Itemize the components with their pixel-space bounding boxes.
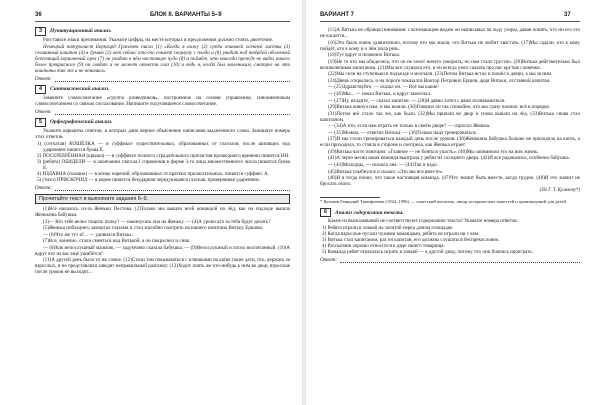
- option-list: [35, 141, 290, 183]
- paragraph: — (34)А что, если нам играть не только в своём дворе? — спросил Женька.: [328, 123, 491, 130]
- header-rule: [35, 21, 290, 22]
- passage-text: [320, 27, 580, 187]
- paragraph: — (25)Здравствуйте, — сказал он. — Вот вы какие!: [328, 84, 439, 91]
- task-title: Анализ содержания текста.: [335, 209, 404, 216]
- list-item: 3) Витька стал капитаном, раз он капитан, его должны слушаться беспрекословно.: [322, 236, 500, 243]
- list-item: 1) Ребята играли в хоккей на залитой перед домом площадке.: [322, 224, 454, 231]
- task-title: Орфографический анализ.: [50, 119, 113, 126]
- left-content: [35, 27, 290, 276]
- answer-field[interactable]: [35, 185, 290, 191]
- running-title: БЛОК II. ВАРИАНТЫ 5–9: [150, 12, 222, 18]
- task-instruction: Какие из высказываний не соответствуют содержанию текста? Укажите номера ответов.: [328, 218, 518, 225]
- answer-label: Ответ:: [35, 108, 52, 115]
- answer-label: Ответ:: [320, 257, 337, 263]
- paragraph: (5)Женька побледнел, заморгал глазами и стал жалобно смотреть на нашего капитана Витьку Ершова.: [43, 225, 264, 232]
- task-3: [35, 27, 290, 82]
- footnote-rule: [320, 197, 380, 198]
- task-6: [320, 208, 580, 263]
- paragraph: (37)И мы стали тренироваться каждый день после уроков. (38)Женькина бабушка больше не приходила на каток, а если приходила, то стояла в стороне и смотрела, как Женька играет.: [320, 136, 580, 149]
- paragraph: (22)Мы сели на ступеньки в подъезде и молчали. (23)Потом Витька встал и пошёл к двери, а мы за ним.: [328, 71, 553, 78]
- paragraph: (16)Это было очень удивительно, потому что мы знали, что Витька не любит хвастать. (17)Мы гадали, кто к кому пойдёт, кто к кому и о чём пила речь.: [320, 39, 580, 52]
- left-page: [0, 0, 302, 405]
- paragraph: (24)Дверь открылась, и на пороге показался Виктор Петрович Ершов, дядя Витьки, отставной капитан.: [328, 77, 551, 84]
- task-number-badge: 6: [320, 208, 331, 217]
- answer-field[interactable]: [320, 257, 580, 263]
- passage-text: [35, 206, 290, 276]
- paragraph: (7)Все, конечно, стали смеяться над Витькой, а он покраснел и сник.: [43, 238, 191, 245]
- paragraph: — (35)Можно, — ответил Витька. — (36)Только надо тренироваться.: [328, 129, 477, 136]
- task-instruction: Расставьте знаки препинания. Укажите цифры, на месте которых в предложении должно стоять двоеточие.: [43, 37, 274, 43]
- answer-field[interactable]: [35, 76, 290, 82]
- task-instruction: Укажите варианты ответов, в которых дано верное объяснение написания выделенного слова. Запишите номера этих ответов.: [35, 127, 290, 141]
- task-instruction: Замените словосочетание «группа разведчиков», построенное на основе управления, синонимичным словосочетанием со связью согласование. Напишите получившееся словосочетание.: [35, 94, 290, 107]
- paragraph: (19)Не то что мы обиделись, что он не хочет ничего говорить, но нам стало грустно. (20)Витька действительно был великолепным капитаном. (21)Мы все слушали его, и он всегда умел сказать про нас крутые словечки.: [320, 58, 580, 71]
- paragraph: (11)А другой день было то же самое. (12)Стали там показываться с клюшками на катке такие дети, что, держась за взрослых, и не представляли заводят неправильный разговор: (13)Ходит опять же кто-нибудь к ним во двор, взрослые после уроков не выходят...: [35, 257, 290, 276]
- answer-line[interactable]: [55, 77, 290, 82]
- paragraph: — (26)Мы... — начал Витька, и вдруг замолчал.: [328, 90, 432, 97]
- paragraph: (29)Витька кивнул нам, и мы вошли. (30)Говорил он так спокойно, что мы сразу поняли: всё в порядке.: [328, 104, 551, 111]
- paragraph: (15)А Витька не обращал внимания: с всезнающим видом он выписывал на льду узоры, давая понять, что ни его это не касается...: [320, 27, 580, 40]
- list-item: 2) Когда взрослые пугали чужими командами, ребята не играли ни с кем.: [322, 230, 480, 237]
- paragraph: (45)Витька улыбнулся и сказал: «Это мы все вместе».: [328, 168, 444, 175]
- task-4: [35, 85, 290, 115]
- header-rule: [320, 21, 580, 22]
- paragraph: (41)А через месяц наша команда выиграла у ребят из соседнего двора. (42)И все радовались, особенно бабушка.: [328, 155, 570, 162]
- answer-field[interactable]: [35, 109, 290, 115]
- list-item: 4) ИЗДАВНА (сказано) — в конце наречий, образованных от кратких прилагательных, пишется суффикс А.: [37, 170, 269, 177]
- task-title: Синтаксический анализ.: [50, 86, 110, 93]
- option-list: [320, 225, 580, 255]
- page-number: 37: [564, 12, 571, 18]
- list-item: 4) Рассказчик хорошо относится к дяде своего товарища.: [322, 242, 445, 249]
- right-page: [306, 0, 608, 405]
- task-number-badge: 3: [35, 27, 46, 36]
- answer-line[interactable]: [340, 258, 580, 263]
- answer-label: Ответ:: [35, 184, 52, 191]
- task-title: Пунктуационный анализ.: [50, 28, 112, 35]
- paragraph: (46)И я тогда понял, что такое настоящая команда. (47)Что значит быть вместе, когда трудно. (48)И что значит не бросать своих.: [320, 175, 580, 188]
- running-title: ВАРИАНТ 7: [320, 12, 355, 18]
- list-item: 3) (ребята) ОБИДЕЛИ — в окончании глагола I спряжения в форме 3-го лица множественного числа пишется буква Е.: [37, 158, 290, 171]
- task-number-badge: 5: [35, 118, 46, 127]
- source-attribution: (По Г. Т. Кулакову*): [539, 187, 580, 193]
- task-example-text: Немецкий натуралист Бернгард Гржимек писал (1) «Когда я вижу (2) среди опавшей осенней листвы (3) сломанный каштан (4) я думаю (5) вот сейчас кто-то снимет скорлупу с плода и (6) увидит под твёрдой оболочкой блестящий коричневый орех (7) он увидит в нём настоящее чудо (8) и поймёт, что никогда прежде не видел ничего более прекрасного (9) он глядит и не может отвести глаз (10) а ведь я, когда был маленьким, смотрел на эти каштаны так же и не понимал».: [35, 43, 290, 74]
- footnote: * Кулаков Геннадий Тимофеевич (1924–1996) — советский писатель, автор исторических повестей и произведений для детей.: [320, 198, 568, 204]
- paragraph: — (27)Ну, входите, — сказал капитан. — (28)Я давно хотел с вами познакомиться.: [328, 97, 506, 104]
- paragraph: (3)— Кто тебе велел тащить палку? — накинулась она на Женьку. — (4)А уроки кто за тебя будет делать?: [43, 218, 271, 225]
- paragraph: — (43)Молодцы, — сказала она. — (44)Так и надо.: [328, 161, 438, 168]
- paragraph: (1)Всё началось из-за Женьки Пестова. (2)Только мы вышли всей командой на лёд, как на подходе вышла Женькина бабушка.: [35, 205, 290, 219]
- paragraph: (39)Витька часто повторял: «Главное — не бояться упасть». (40)Мы запомнили это на всю жизнь.: [328, 148, 539, 155]
- paragraph: (31)Потом всё стало так же, как было. (32)Мы пришли во двор и снова вышли на лёд. (33)Витька снова стал капитаном.: [320, 110, 580, 123]
- list-item: 5) Команда ребят отказалась играть в хоккей — в другой двор, потому что они боялись проиграть.: [322, 248, 533, 255]
- list-item: 2) ПОСЕРЕБРЁННАЯ (крыша) — в суффиксе полного страдательного причастия прошедшего времени пишется НН.: [37, 152, 290, 159]
- answer-line[interactable]: [55, 186, 290, 191]
- list-item: 1) (сетчатая) КОШЁЛКА — в суффиксе существительных, образованных от глаголов, после шипящих под ударением пишется буква Ё.: [37, 140, 290, 153]
- paragraph: — (6)Что же тут я?... — удивился Витька.: [43, 231, 133, 238]
- paragraph: — (8)Как непослушный мальчик, — задумчиво сказала бабушка. — (9)Непослушный и плохо воспитанный. (10)А вдруг кто из вас ещё ушибётся?: [35, 244, 290, 257]
- paragraph: (18)Тут вдруг и позвонил Витька.: [328, 52, 401, 59]
- list-item: 5) (тихо) ПРИСКОЧИЛ — в корне пишется безударная чередующаяся гласная, проверяемая ударением.: [37, 176, 260, 183]
- page-number: 36: [35, 12, 42, 18]
- task-number-badge: 4: [35, 85, 46, 94]
- answer-line[interactable]: [55, 110, 290, 115]
- right-content: [320, 27, 580, 266]
- passage-header: Прочитайте текст и выполните задания 6–9.: [35, 194, 290, 204]
- task-5: [35, 118, 290, 191]
- answer-label: Ответ:: [35, 75, 52, 82]
